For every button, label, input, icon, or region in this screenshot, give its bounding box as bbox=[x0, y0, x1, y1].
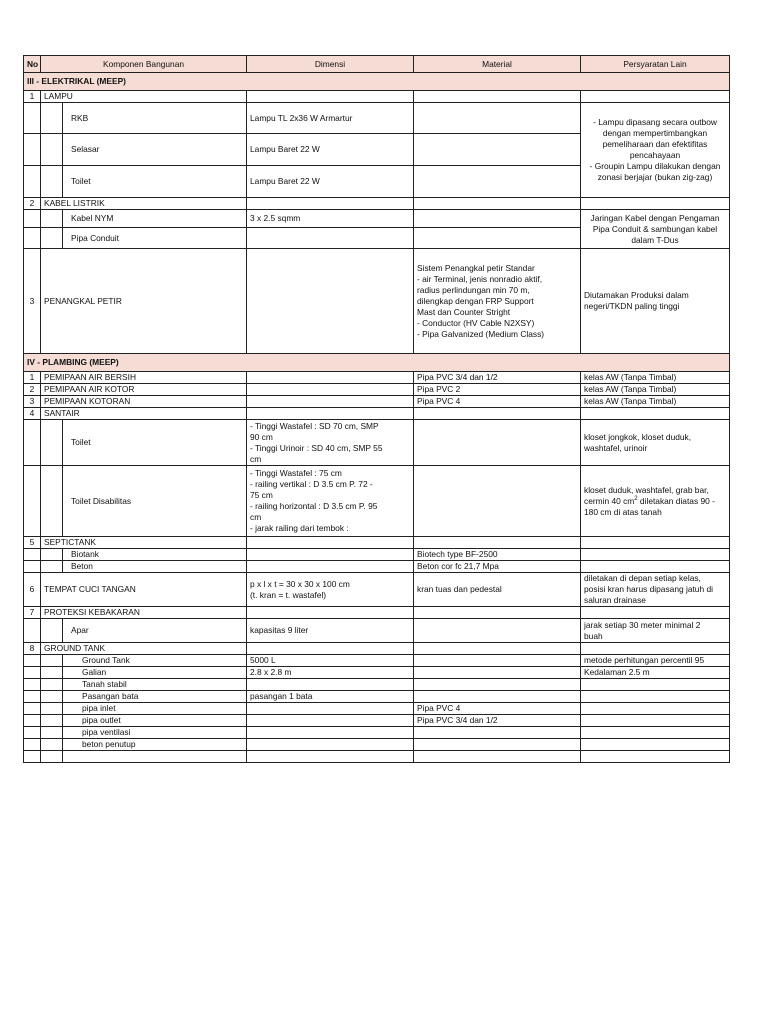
persyaratan-cell: kelas AW (Tanpa Timbal) bbox=[581, 396, 730, 408]
item-no: 6 bbox=[24, 573, 41, 607]
item-label: PEMIPAAN AIR KOTOR bbox=[41, 384, 247, 396]
dimensi-cell: kapasitas 9 liter bbox=[247, 619, 414, 643]
sub-item-name: Toilet bbox=[63, 166, 247, 198]
text-line: Jaringan Kabel dengan Pengaman bbox=[590, 212, 720, 223]
text-line: washtafel, urinoir bbox=[584, 442, 648, 453]
header-no: No bbox=[24, 56, 41, 73]
text-line: Diutamakan Produksi dalam bbox=[584, 290, 689, 300]
material-cell: Pipa PVC 2 bbox=[414, 384, 581, 396]
table-row bbox=[24, 727, 730, 739]
text-line: cm bbox=[250, 453, 262, 464]
material-cell: Pipa PVC 3/4 dan 1/2 bbox=[414, 715, 581, 727]
table-row bbox=[24, 643, 730, 655]
text-line: buah bbox=[584, 630, 603, 641]
item-no: 1 bbox=[24, 91, 41, 103]
sub-item-name: Pasangan bata bbox=[63, 691, 247, 703]
table-row bbox=[24, 739, 730, 751]
text-line: zonasi berjajar (bukan zig-zag) bbox=[597, 172, 713, 182]
sub-item-name: Beton bbox=[63, 561, 247, 573]
table-row bbox=[24, 420, 730, 466]
header-persyaratan: Persyaratan Lain bbox=[581, 56, 730, 73]
item-no: 3 bbox=[24, 249, 41, 354]
dimensi-cell: 3 x 2.5 sqmm bbox=[247, 210, 414, 228]
text-line: 75 cm bbox=[250, 490, 273, 500]
text-line: - Conductor (HV Cable N2XSY) bbox=[417, 317, 535, 328]
text-line: - railing horizontal : D 3.5 cm P. 95 bbox=[250, 501, 378, 511]
text-line: dalam T-Dus bbox=[631, 234, 679, 245]
text-line: - railing vertikal : D 3.5 cm P. 72 - bbox=[250, 479, 373, 489]
text-line: diletakan di depan setiap kelas, bbox=[584, 573, 701, 583]
text-line: negeri/TKDN paling tinggi bbox=[584, 301, 680, 311]
text-line: - Groupin Lampu dilakukan dengan bbox=[589, 161, 721, 171]
superscript: 2 bbox=[634, 495, 638, 502]
dimensi-cell bbox=[247, 228, 414, 249]
dimensi-cell: 5000 L bbox=[247, 655, 414, 667]
item-label: PROTEKSI KEBAKARAN bbox=[41, 607, 247, 619]
material-cell: Biotech type BF-2500 bbox=[414, 549, 581, 561]
item-label: LAMPU bbox=[41, 91, 247, 103]
item-label: KABEL LISTRIK bbox=[41, 198, 247, 210]
table-row bbox=[24, 751, 730, 763]
persyaratan-cell bbox=[581, 103, 730, 198]
material-cell: Pipa PVC 4 bbox=[414, 703, 581, 715]
table-row bbox=[24, 607, 730, 619]
persyaratan-cell: metode perhitungan percentil 95 bbox=[581, 655, 730, 667]
text-line: saluran drainase bbox=[584, 595, 646, 605]
persyaratan-cell: Kedalaman 2.5 m bbox=[581, 667, 730, 679]
text-line: 180 cm di atas tanah bbox=[584, 506, 662, 517]
material-cell bbox=[414, 249, 581, 354]
item-label: PEMIPAAN AIR BERSIH bbox=[41, 372, 247, 384]
item-no: 4 bbox=[24, 408, 41, 420]
persyaratan-cell bbox=[581, 420, 730, 466]
table-row bbox=[24, 573, 730, 607]
material-cell: Beton cor fc 21,7 Mpa bbox=[414, 561, 581, 573]
dimensi-cell bbox=[247, 739, 414, 751]
dimensi-cell bbox=[247, 466, 414, 537]
text-line: pencahayaan bbox=[629, 150, 681, 160]
section-title: IV - PLAMBING (MEEP) bbox=[24, 354, 730, 372]
material-cell bbox=[414, 727, 581, 739]
text-line: pemeliharaan dan efektifitas bbox=[602, 139, 708, 149]
item-no: 5 bbox=[24, 537, 41, 549]
item-label: SANTAIR bbox=[41, 408, 247, 420]
section-elektrikal bbox=[24, 73, 730, 91]
item-label: PEMIPAAN KOTORAN bbox=[41, 396, 247, 408]
sub-item-name: RKB bbox=[63, 103, 247, 134]
table-row bbox=[24, 198, 730, 210]
text-line: radius perlindungan min 70 m, bbox=[417, 284, 530, 295]
text-line: - Tinggi Urinoir : SD 40 cm, SMP 55 bbox=[250, 442, 383, 453]
table-row bbox=[24, 655, 730, 667]
table-row bbox=[24, 249, 730, 354]
dimensi-cell: Lampu Baret 22 W bbox=[247, 166, 414, 198]
text-fragment: diletakan diatas 90 - bbox=[637, 495, 715, 506]
persyaratan-cell bbox=[581, 727, 730, 739]
item-no: 7 bbox=[24, 607, 41, 619]
sub-item-name: pipa inlet bbox=[63, 703, 247, 715]
text-fragment: cermin 40 cm bbox=[584, 495, 635, 506]
persyaratan-cell bbox=[581, 739, 730, 751]
table-row bbox=[24, 619, 730, 643]
table-row bbox=[24, 466, 730, 537]
header-material: Material bbox=[414, 56, 581, 73]
dimensi-cell: 2.8 x 2.8 m bbox=[247, 667, 414, 679]
text-line: - Tinggi Wastafel : 75 cm bbox=[250, 468, 342, 478]
item-no: 1 bbox=[24, 372, 41, 384]
sub-item-name: Toilet Disabilitas bbox=[63, 466, 247, 537]
material-cell bbox=[414, 679, 581, 691]
sub-item-name: Galian bbox=[63, 667, 247, 679]
table-row bbox=[24, 103, 730, 134]
text-line: Mast dan Counter Stright bbox=[417, 306, 511, 317]
sub-item-name: Toilet bbox=[63, 420, 247, 466]
dimensi-cell: Lampu Baret 22 W bbox=[247, 134, 414, 166]
text-line: kloset jongkok, kloset duduk, bbox=[584, 431, 692, 442]
item-no: 3 bbox=[24, 396, 41, 408]
material-cell bbox=[414, 691, 581, 703]
persyaratan-cell: kelas AW (Tanpa Timbal) bbox=[581, 372, 730, 384]
table-row bbox=[24, 703, 730, 715]
text-line: (t. kran = t. wastafel) bbox=[250, 589, 327, 600]
sub-item-name: Pipa Conduit bbox=[63, 228, 247, 249]
persyaratan-cell: kelas AW (Tanpa Timbal) bbox=[581, 384, 730, 396]
persyaratan-cell bbox=[581, 715, 730, 727]
header-komponen: Komponen Bangunan bbox=[41, 56, 247, 73]
dimensi-cell bbox=[247, 727, 414, 739]
table-row bbox=[24, 396, 730, 408]
sub-item-name: beton penutup bbox=[63, 739, 247, 751]
text-line: kloset duduk, washtafel, grab bar, bbox=[584, 484, 709, 495]
table-row bbox=[24, 667, 730, 679]
dimensi-cell bbox=[247, 573, 414, 607]
table-row bbox=[24, 372, 730, 384]
item-label: GROUND TANK bbox=[41, 643, 247, 655]
persyaratan-cell bbox=[581, 466, 730, 537]
text-line: cm bbox=[250, 512, 262, 522]
header-row bbox=[24, 56, 730, 73]
item-label: TEMPAT CUCI TANGAN bbox=[41, 573, 247, 607]
table-row bbox=[24, 561, 730, 573]
text-line: - Lampu dipasang secara outbow bbox=[593, 117, 717, 127]
text-line: - Tinggi Wastafel : SD 70 cm, SMP bbox=[250, 420, 379, 431]
dimensi-cell: Lampu TL 2x36 W Armartur bbox=[247, 103, 414, 134]
material-cell: kran tuas dan pedestal bbox=[414, 573, 581, 607]
item-no: 2 bbox=[24, 384, 41, 396]
table-row bbox=[24, 715, 730, 727]
table-row bbox=[24, 691, 730, 703]
text-line: - Pipa Galvanized (Medium Class) bbox=[417, 328, 545, 339]
section-title: III - ELEKTRIKAL (MEEP) bbox=[24, 73, 730, 91]
table-row bbox=[24, 679, 730, 691]
table-row bbox=[24, 384, 730, 396]
text-line: - air Terminal, jenis nonradio aktif, bbox=[417, 273, 543, 284]
persyaratan-cell bbox=[581, 210, 730, 249]
item-no: 8 bbox=[24, 643, 41, 655]
text-line: Pipa Conduit & sambungan kabel bbox=[592, 223, 718, 234]
dimensi-cell bbox=[247, 715, 414, 727]
persyaratan-cell bbox=[581, 703, 730, 715]
sub-item-name: Selasar bbox=[63, 134, 247, 166]
item-label: SEPTICTANK bbox=[41, 537, 247, 549]
text-line: Sistem Penangkal petir Standar bbox=[417, 262, 535, 273]
table-row bbox=[24, 408, 730, 420]
dimensi-cell bbox=[247, 420, 414, 466]
persyaratan-cell bbox=[581, 679, 730, 691]
dimensi-cell bbox=[247, 679, 414, 691]
sub-item-name: Biotank bbox=[63, 549, 247, 561]
section-plambing bbox=[24, 354, 730, 372]
table-row bbox=[24, 549, 730, 561]
text-line: 90 cm bbox=[250, 431, 273, 442]
table-row bbox=[24, 210, 730, 228]
text-line: - jarak railing dari tembok : bbox=[250, 523, 349, 533]
text-line: posisi kran harus dipasang jatuh di bbox=[584, 584, 713, 594]
material-cell bbox=[414, 739, 581, 751]
specification-table bbox=[23, 55, 730, 763]
sub-item-name: pipa outlet bbox=[63, 715, 247, 727]
table-row bbox=[24, 537, 730, 549]
persyaratan-cell bbox=[581, 573, 730, 607]
dimensi-cell bbox=[247, 703, 414, 715]
text-line: dilengkap dengan FRP Support bbox=[417, 295, 534, 306]
sub-item-name: Ground Tank bbox=[63, 655, 247, 667]
dimensi-cell: pasangan 1 bata bbox=[247, 691, 414, 703]
material-cell: Pipa PVC 4 bbox=[414, 396, 581, 408]
sub-item-name: pipa ventilasi bbox=[63, 727, 247, 739]
persyaratan-cell bbox=[581, 619, 730, 643]
text-line: jarak setiap 30 meter minimal 2 bbox=[584, 619, 701, 630]
text-line: dengan mempertimbangkan bbox=[602, 128, 708, 138]
item-no: 2 bbox=[24, 198, 41, 210]
sub-item-name: Apar bbox=[63, 619, 247, 643]
text-line: p x l x t = 30 x 30 x 100 cm bbox=[250, 578, 350, 589]
persyaratan-cell bbox=[581, 249, 730, 354]
material-cell bbox=[414, 655, 581, 667]
material-cell bbox=[414, 667, 581, 679]
material-cell: Pipa PVC 3/4 dan 1/2 bbox=[414, 372, 581, 384]
item-label: PENANGKAL PETIR bbox=[41, 249, 247, 354]
sub-item-name: Kabel NYM bbox=[63, 210, 247, 228]
header-dimensi: Dimensi bbox=[247, 56, 414, 73]
table-row bbox=[24, 91, 730, 103]
sub-item-name: Tanah stabil bbox=[63, 679, 247, 691]
persyaratan-cell bbox=[581, 691, 730, 703]
text-line bbox=[584, 496, 726, 507]
